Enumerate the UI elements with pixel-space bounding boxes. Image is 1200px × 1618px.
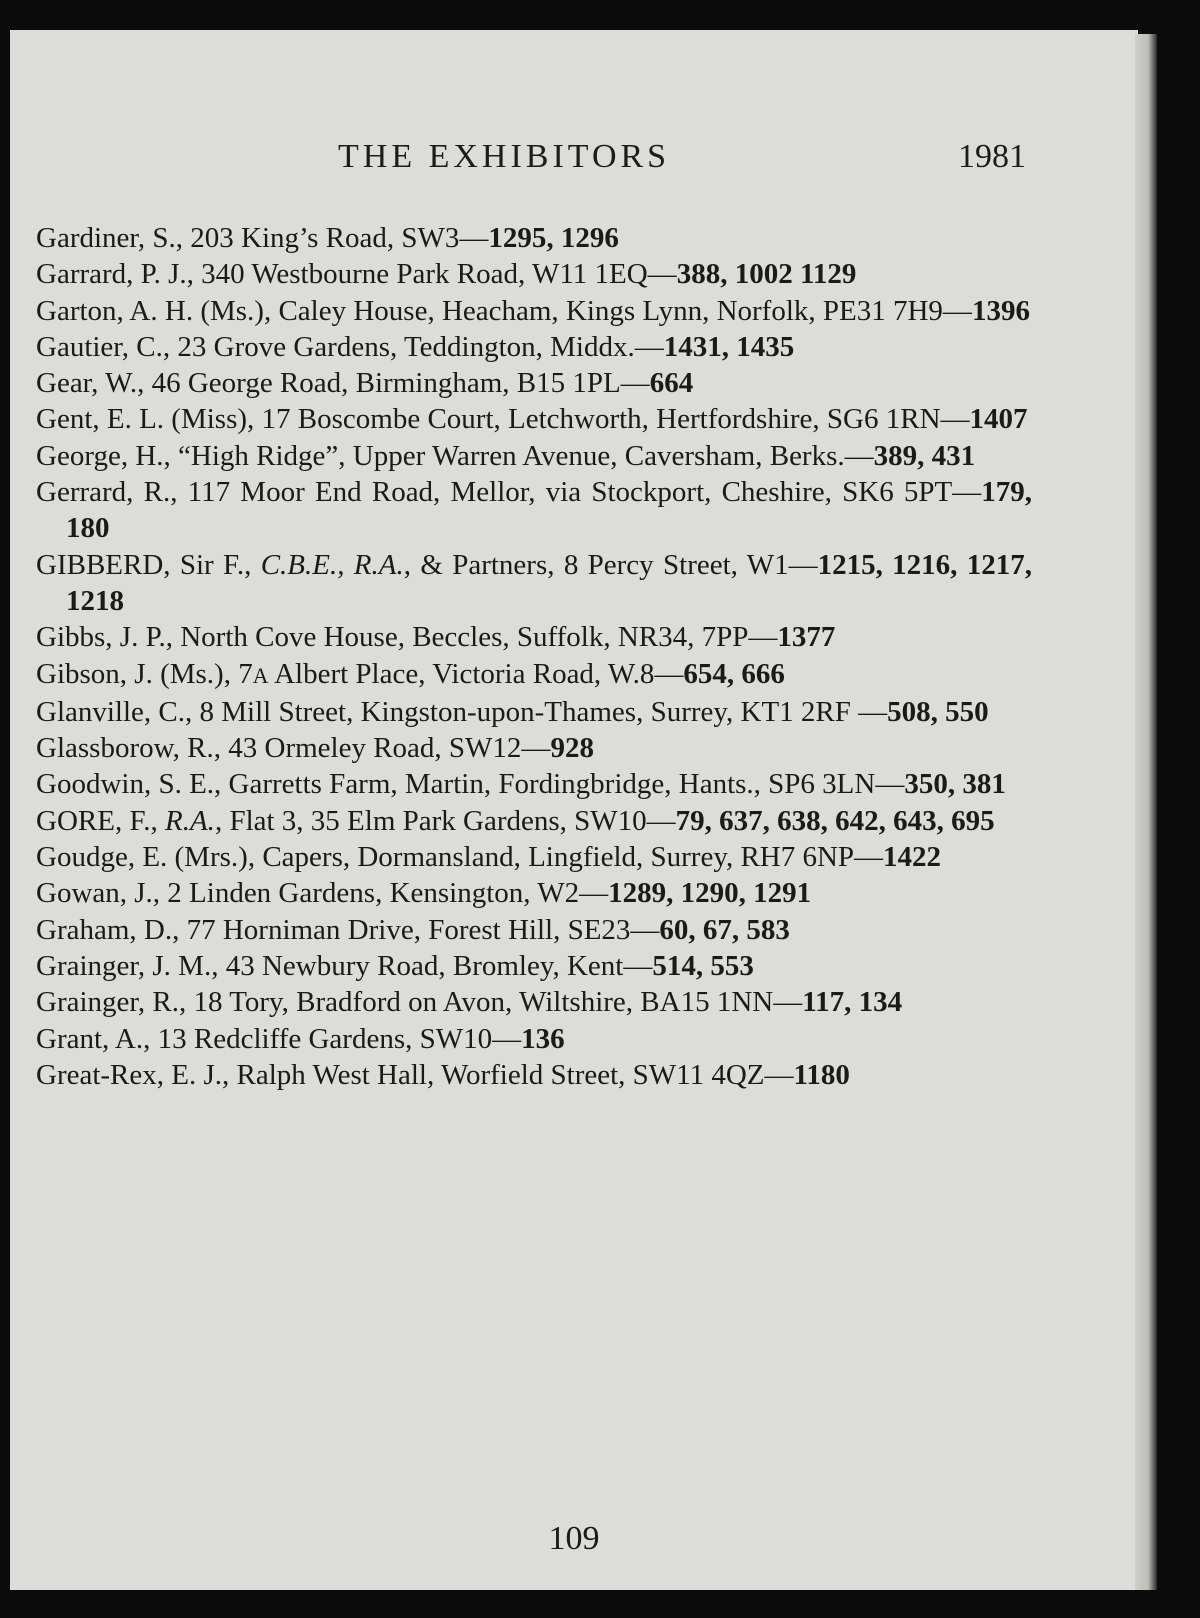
catalogue-numbers: 1295, 1296 <box>488 222 619 254</box>
list-item: George, H., “High Ridge”, Upper Warren Avenue, Caversham, Berks.—389, 431 <box>36 439 976 472</box>
catalogue-numbers: 79, 637, 638, 642, 643, 695 <box>675 804 995 837</box>
catalogue-numbers: 1422 <box>883 841 942 874</box>
book-page <box>10 30 1138 1590</box>
honours: C.B.E., R.A. <box>260 548 404 581</box>
catalogue-numbers: 1396 <box>971 294 1030 327</box>
list-item: Gerrard, R., 117 Moor End Road, Mellor, via Stockport, Cheshire, SK6 5PT—179, 180 <box>36 476 1032 545</box>
honours: R.A. <box>165 804 215 837</box>
list-item: GIBBERD, Sir F., C.B.E., R.A., & Partners, 8 Percy Street, W1—1215, 1216, 1217, 1218 <box>36 548 1033 617</box>
list-item: Glassborow, R., 43 Ormeley Road, SW12—928 <box>36 732 594 765</box>
page-number: 109 <box>548 1520 600 1557</box>
catalogue-numbers: 60, 67, 583 <box>659 913 790 946</box>
list-item: Goodwin, S. E., Garretts Farm, Martin, Fordingbridge, Hants., SP6 3LN—350, 381 <box>36 768 1006 801</box>
list-item: Gibson, J. (Ms.), 7A Albert Place, Victoria Road, W.8—654, 666 <box>36 657 785 690</box>
list-item: GORE, F., R.A., Flat 3, 35 Elm Park Gardens, SW10—79, 637, 638, 642, 643, 695 <box>36 804 995 837</box>
list-item: Graham, D., 77 Horniman Drive, Forest Hill, SE23—60, 67, 583 <box>36 913 790 946</box>
list-item: Glanville, C., 8 Mill Street, Kingston-upon-Thames, Surrey, KT1 2RF —508, 550 <box>36 695 989 728</box>
exhibitor-list <box>36 220 1032 1093</box>
catalogue-numbers: 514, 553 <box>652 949 754 982</box>
catalogue-numbers: 389, 431 <box>873 439 976 472</box>
list-item: Gent, E. L. (Miss), 17 Boscombe Court, Letchworth, Hertfordshire, SG6 1RN—1407 <box>36 403 1028 436</box>
catalogue-numbers: 1289, 1290, 1291 <box>608 877 812 910</box>
list-item: Gardiner, S., 203 King’s Road, SW3—1295, 1296 <box>36 222 619 254</box>
list-item: Garrard, P. J., 340 Westbourne Park Road, W11 1EQ—388, 1002 1129 <box>36 258 857 291</box>
list-item: Gautier, C., 23 Grove Gardens, Teddington, Middx.—1431, 1435 <box>36 330 795 363</box>
catalogue-numbers: 1377 <box>777 621 836 654</box>
list-item: Grant, A., 13 Redcliffe Gardens, SW10—136 <box>36 1022 565 1055</box>
catalogue-numbers: 664 <box>649 367 694 400</box>
list-item: Great-Rex, E. J., Ralph West Hall, Worfield Street, SW11 4QZ—1180 <box>36 1058 850 1091</box>
catalogue-numbers: 508, 550 <box>887 695 989 728</box>
list-item: Gibbs, J. P., North Cove House, Beccles, Suffolk, NR34, 7PP—1377 <box>36 621 836 654</box>
page-header <box>10 138 1138 188</box>
running-title: THE EXHIBITORS <box>338 138 671 175</box>
catalogue-numbers: 388, 1002 1129 <box>676 258 857 291</box>
list-item: Goudge, E. (Mrs.), Capers, Dormansland, Lingfield, Surrey, RH7 6NP—1422 <box>36 841 942 874</box>
list-item: Grainger, R., 18 Tory, Bradford on Avon, Wiltshire, BA15 1NN—117, 134 <box>36 986 903 1019</box>
catalogue-numbers: 1431, 1435 <box>663 330 795 363</box>
catalogue-numbers: 1180 <box>793 1058 850 1091</box>
catalogue-numbers: 654, 666 <box>683 657 785 690</box>
list-item: Gowan, J., 2 Linden Gardens, Kensington, W2—1289, 1290, 1291 <box>36 877 812 910</box>
page-edge <box>1135 34 1157 1590</box>
list-item: Grainger, J. M., 43 Newbury Road, Bromley, Kent—514, 553 <box>36 949 754 982</box>
catalogue-numbers: 179, 180 <box>66 476 1032 545</box>
catalogue-numbers: 1407 <box>969 403 1028 436</box>
small-caps-letter: A <box>252 663 269 688</box>
catalogue-numbers: 117, 134 <box>802 986 903 1019</box>
list-item: Gear, W., 46 George Road, Birmingham, B15 1PL—664 <box>36 367 694 400</box>
header-year: 1981 <box>958 138 1026 175</box>
list-item: Garton, A. H. (Ms.), Caley House, Heacham, Kings Lynn, Norfolk, PE31 7H9—1396 <box>36 294 1030 327</box>
catalogue-numbers: 136 <box>521 1022 565 1055</box>
catalogue-numbers: 350, 381 <box>904 768 1006 801</box>
catalogue-numbers: 1215, 1216, 1217, 1218 <box>66 548 1033 617</box>
catalogue-numbers: 928 <box>550 732 594 765</box>
